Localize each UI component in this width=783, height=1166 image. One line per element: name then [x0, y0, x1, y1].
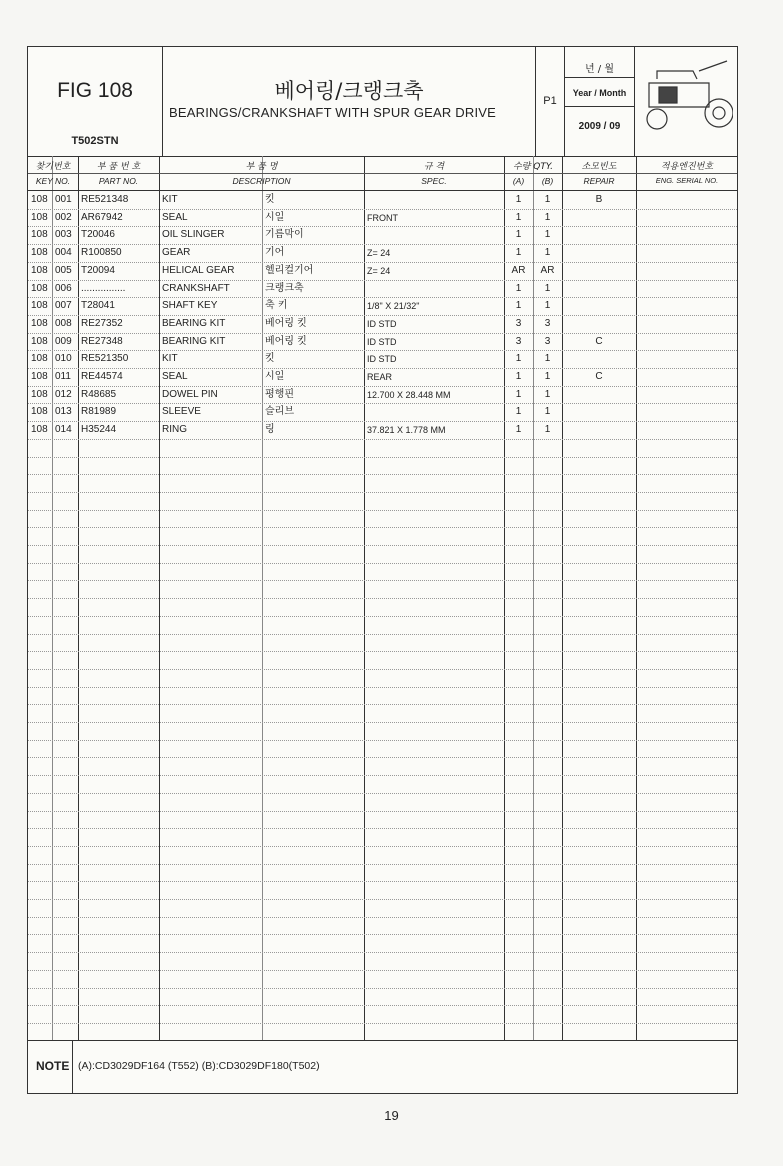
qty-b: AR	[540, 264, 555, 276]
part-no: T28041	[81, 300, 115, 312]
description-ko: 킷	[265, 194, 275, 205]
key-no: 009	[55, 335, 72, 347]
description-ko: 베어링 킷	[265, 317, 307, 329]
key-no: 002	[55, 211, 72, 223]
title-cell	[163, 47, 536, 156]
description-en: SEAL	[162, 211, 188, 223]
col-desc-korean: 부 품 명	[245, 162, 278, 172]
qty-b: 1	[544, 406, 551, 418]
description-ko: 평행핀	[265, 388, 294, 400]
description-en: DOWEL PIN	[162, 388, 218, 400]
page-cell	[536, 47, 565, 156]
key-no: 012	[55, 388, 72, 400]
spec: ID STD	[367, 318, 397, 329]
description-ko: 베어링 킷	[265, 335, 307, 347]
description-ko: 킷	[265, 353, 275, 365]
key-no: 007	[55, 300, 72, 312]
repair-code: C	[595, 371, 603, 382]
part-no: R81989	[81, 406, 117, 418]
part-no: T20094	[81, 264, 115, 276]
col-serial-korean: 적용엔진번호	[660, 162, 714, 172]
fig-ref: 108	[31, 317, 48, 329]
spec: Z= 24	[367, 265, 391, 276]
part-no: R48685	[81, 388, 117, 400]
part-no: ................	[81, 282, 126, 294]
fig-ref: 108	[31, 194, 48, 205]
description-en: KIT	[162, 194, 178, 205]
fig-cell	[28, 47, 163, 156]
fig-ref: 108	[31, 300, 48, 312]
qty-b: 1	[544, 194, 551, 205]
description-ko: 슬리브	[265, 406, 294, 418]
col-key: KEY NO.	[35, 176, 71, 186]
note-label: NOTE	[36, 1059, 70, 1073]
model-code: T502STN	[71, 135, 119, 147]
spec: 12.700 X 28.448 MM	[367, 389, 451, 400]
part-no: RE521348	[81, 194, 129, 205]
col-spec-korean: 규 격	[423, 162, 445, 172]
fig-ref: 108	[31, 247, 48, 259]
qty-a: 1	[515, 406, 522, 418]
qty-a: 1	[515, 282, 522, 294]
qty-b: 1	[544, 282, 551, 294]
description-en: SEAL	[162, 371, 188, 382]
key-no: 003	[55, 229, 72, 241]
qty-b: 1	[544, 371, 551, 382]
col-repair: REPAIR	[583, 176, 615, 186]
description-en: BEARING KIT	[162, 317, 226, 329]
title-korean: 베어링/크랭크축	[274, 79, 424, 103]
spec: 1/8" X 21/32"	[367, 301, 420, 312]
description-en: RING	[162, 424, 187, 436]
fig-ref: 108	[31, 264, 48, 276]
col-repair-korean: 소모빈도	[581, 162, 617, 172]
sheet-page-label: P1	[543, 95, 557, 107]
description-en: KIT	[162, 353, 178, 365]
spec: Z= 24	[367, 248, 391, 259]
qty-b: 3	[544, 317, 551, 329]
page-number: 19	[384, 1108, 399, 1123]
fig-ref: 108	[31, 335, 48, 347]
description-en: HELICAL GEAR	[162, 264, 235, 276]
fig-ref: 108	[31, 371, 48, 382]
col-serial: ENG. SERIAL NO.	[655, 176, 719, 185]
col-spec: SPEC.	[421, 176, 447, 186]
fig-ref: 108	[31, 424, 48, 436]
part-no: RE27348	[81, 335, 123, 347]
qty-b: 1	[544, 229, 551, 241]
qty-b: 1	[544, 388, 551, 400]
year-month-korean: 년 / 월	[584, 64, 615, 75]
qty-b: 1	[544, 211, 551, 223]
sheet-header	[28, 47, 737, 157]
tractor-cell	[635, 47, 737, 156]
description-ko: 크랭크축	[265, 282, 304, 294]
note-text: (A):CD3029DF164 (T552) (B):CD3029DF180(T502)	[78, 1060, 320, 1072]
col-desc: DESCRIPTION	[232, 176, 291, 186]
key-no: 013	[55, 406, 72, 418]
spec: 37.821 X 1.778 MM	[367, 425, 446, 436]
part-no: T20046	[81, 229, 115, 241]
description-ko: 기름막이	[265, 229, 304, 241]
qty-b: 3	[544, 335, 551, 347]
part-no: RE521350	[81, 353, 129, 365]
qty-b: 1	[544, 424, 551, 436]
fig-ref: 108	[31, 353, 48, 365]
col-part-korean: 부 품 번 호	[96, 162, 141, 172]
tractor-icon	[637, 53, 733, 135]
year-month-cell	[565, 47, 635, 156]
description-ko: 축 키	[265, 300, 288, 312]
qty-a: 1	[515, 371, 522, 382]
description-en: GEAR	[162, 247, 191, 259]
description-ko: 링	[265, 424, 275, 436]
part-no: RE44574	[81, 371, 123, 382]
description-ko: 시일	[265, 371, 285, 382]
qty-a: 1	[515, 211, 522, 223]
year-month-value: 2009 / 09	[578, 121, 621, 132]
key-no: 010	[55, 353, 72, 365]
description-en: OIL SLINGER	[162, 229, 225, 241]
qty-a: 1	[515, 229, 522, 241]
key-no: 008	[55, 317, 72, 329]
col-part: PART NO.	[98, 176, 139, 186]
qty-a: AR	[511, 264, 526, 276]
qty-a: 1	[515, 247, 522, 259]
description-ko: 시일	[265, 211, 285, 223]
description-ko: 기어	[265, 247, 285, 259]
qty-b: 1	[544, 353, 551, 365]
key-no: 014	[55, 424, 72, 436]
note-section	[28, 1040, 737, 1094]
description-ko: 헬리컬기어	[265, 264, 314, 276]
parts-sheet	[27, 46, 738, 1094]
parts-table	[28, 156, 737, 1040]
qty-a: 3	[515, 317, 522, 329]
description-en: SLEEVE	[162, 406, 201, 418]
figure-number: FIG 108	[57, 79, 133, 102]
description-en: CRANKSHAFT	[162, 282, 230, 294]
fig-ref: 108	[31, 406, 48, 418]
qty-b: 1	[544, 300, 551, 312]
description-en: BEARING KIT	[162, 335, 226, 347]
title-english: BEARINGS/CRANKSHAFT WITH SPUR GEAR DRIVE	[169, 105, 497, 120]
fig-ref: 108	[31, 211, 48, 223]
col-key-korean: 찾기번호	[35, 162, 71, 172]
part-no: AR67942	[81, 211, 123, 223]
repair-code: C	[595, 335, 603, 347]
part-no: R100850	[81, 247, 122, 259]
key-no: 011	[55, 371, 71, 382]
fig-ref: 108	[31, 282, 48, 294]
key-no: 004	[55, 247, 72, 259]
key-no: 001	[55, 194, 72, 205]
spec: FRONT	[367, 212, 398, 223]
key-no: 006	[55, 282, 72, 294]
qty-b: 1	[544, 247, 551, 259]
part-no: H35244	[81, 424, 117, 436]
col-qty-a: (A)	[512, 176, 525, 186]
qty-a: 3	[515, 335, 522, 347]
year-month-label: Year / Month	[572, 88, 627, 98]
fig-ref: 108	[31, 229, 48, 241]
repair-code: B	[595, 194, 603, 205]
col-qty-korean: 수량 QTY.	[512, 162, 554, 172]
description-en: SHAFT KEY	[162, 300, 218, 312]
key-no: 005	[55, 264, 72, 276]
part-no: RE27352	[81, 317, 123, 329]
qty-a: 1	[515, 300, 522, 312]
spec: REAR	[367, 372, 393, 382]
qty-a: 1	[515, 353, 522, 365]
col-qty-b: (B)	[541, 176, 554, 186]
fig-ref: 108	[31, 388, 48, 400]
qty-a: 1	[515, 194, 522, 205]
qty-a: 1	[515, 424, 522, 436]
qty-a: 1	[515, 388, 522, 400]
spec: ID STD	[367, 336, 397, 347]
spec: ID STD	[367, 354, 397, 365]
